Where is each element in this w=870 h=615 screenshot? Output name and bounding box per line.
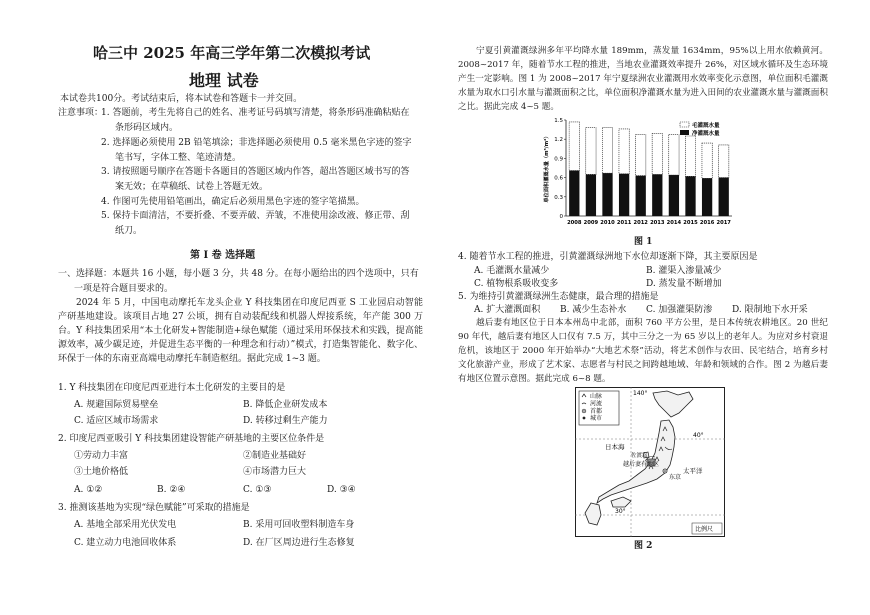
japan-location-map (575, 387, 725, 537)
x-tick-label: 2013 (650, 220, 665, 226)
x-tick-label: 2012 (633, 220, 648, 226)
irrigation-bar-chart (540, 112, 740, 237)
q4-option-b[interactable]: B. 灌渠入渗量减少 (646, 266, 722, 276)
note-line: 3. 请按照题号顺序在答题卡各题目的答题区域内作答，超出答题区域书写的答 (101, 167, 410, 177)
notes-label: 注意事项： (58, 108, 104, 118)
legend-gross-swatch (680, 122, 689, 127)
bar-gross (636, 135, 646, 176)
q2-option-a[interactable]: A. ①② (74, 485, 103, 495)
q5-option-c[interactable]: C. 加强灌渠防渗 (646, 305, 713, 315)
q2-item: ①劳动力丰富 (74, 451, 129, 461)
q1-option-b[interactable]: B. 降低企业研发成本 (243, 400, 328, 410)
q2-item: ④市场潜力巨大 (243, 467, 307, 477)
bar-net (602, 173, 612, 216)
x-tick-label: 2017 (716, 220, 731, 226)
legend-net-label: 净灌溉水量 (692, 130, 720, 137)
question-5-stem: 5. 为维持引黄灌溉绿洲生态健康，最合理的措施是 (458, 292, 659, 302)
exam-subtitle: 地理 试卷 (189, 71, 259, 90)
bar-gross (652, 133, 662, 174)
bar-net (702, 178, 712, 216)
note-line: 2. 选择题必须使用 2B 铅笔填涂；非选择题必须使用 0.5 毫米黑色字迹的签字 (101, 138, 412, 148)
bar-gross (702, 143, 712, 178)
y-tick-label: 1.5 (554, 118, 563, 124)
y-tick-label: 0.9 (554, 156, 563, 163)
x-tick-label: 2009 (583, 220, 599, 226)
q3-option-a[interactable]: A. 基地全部采用光伏发电 (74, 520, 177, 530)
sado-label: 佐渡岛 (631, 453, 648, 459)
note-line: 条形码区域内。 (115, 123, 179, 133)
legend-capital: 首都 (590, 408, 603, 415)
bar-net (669, 175, 679, 216)
x-tick-label: 2010 (600, 220, 615, 226)
x-tick-label: 2008 (567, 220, 582, 226)
section-instruction: 一项是符合题目要求的。 (74, 284, 174, 294)
bar-net (652, 174, 662, 216)
q3-option-d[interactable]: D. 在厂区周边进行生态修复 (243, 538, 355, 548)
q5-option-a[interactable]: A. 扩大灌溉面积 (474, 305, 541, 315)
bar-net (569, 171, 579, 216)
q2-option-b[interactable]: B. ②④ (157, 485, 186, 495)
note-line: 笔书写，字体工整、笔迹清楚。 (115, 153, 242, 163)
bar-gross (569, 122, 579, 171)
bar-gross (685, 136, 695, 176)
passage-y-group: 2024 年 5 月，中国电动摩托车龙头企业 Y 科技集团在印度尼西亚 S 工业园启动智能产研基地建设。该项目占地 27 公顷，拥有自动装配线和机器人焊接系统，年产能 300 万台。Y 科技集团采用“本土化研发+智能制造+绿色赋能（通过采用环保技术和实践，提高能源效率，减少碳足迹，并促进生态平衡的一种理念和行动）”模式，打造集智能化、数字化、环保于一体的东南亚高端电动摩托车制造枢纽。据此完成 1~3 题。 (58, 298, 423, 364)
y-tick-label: 0.3 (554, 194, 563, 201)
question-2-stem: 2. 印度尼西亚吸引 Y 科技集团建设智能产研基地的主要区位条件是 (58, 434, 325, 444)
q2-item: ③土地价格低 (74, 467, 129, 477)
figure-1-caption: 图 1 (634, 237, 653, 247)
note-line: 纸刀。 (115, 226, 143, 236)
question-4-stem: 4. 随着节水工程的推进，引黄灌溉绿洲地下水位却逐渐下降，其主要原因是 (458, 252, 758, 262)
note-line: 1. 答题前，考生先将自己的姓名、准考证号码填写清楚，将条形码准确粘贴在 (101, 108, 410, 118)
bar-net (719, 178, 729, 216)
q1-option-d[interactable]: D. 转移过剩生产能力 (243, 416, 328, 426)
note-line: 案无效；在草稿纸、试卷上答题无效。 (115, 182, 269, 192)
q4-option-c[interactable]: C. 植物根系吸收变多 (474, 279, 559, 289)
sea-of-japan-label: 日本海 (605, 443, 625, 451)
tokyo-label: 东京 (669, 474, 682, 481)
region-label: 越后妻有地区 (623, 461, 660, 468)
scale-label: 比例尺 (695, 526, 714, 533)
bar-net (636, 176, 646, 216)
section-instruction: 一、选择题：本题共 16 小题，每小题 3 分，共 48 分。在每小题给出的四个选项中，只有 (58, 269, 419, 279)
q2-option-c[interactable]: C. ①③ (243, 485, 272, 495)
q5-option-d[interactable]: D. 限制地下水开采 (732, 305, 808, 315)
legend-mountain: 山脉 (590, 393, 603, 400)
q4-option-a[interactable]: A. 毛灌溉水量减少 (474, 266, 550, 276)
bar-gross (669, 135, 679, 175)
bar-net (619, 174, 629, 216)
question-3-stem: 3. 推测该基地为实现“绿色赋能”可采取的措施是 (58, 503, 250, 513)
legend-gross-label: 毛灌溉水量 (692, 122, 720, 129)
pacific-label: 太平洋 (683, 467, 703, 475)
figure-2-caption: 图 2 (634, 541, 653, 551)
legend-net-swatch (680, 130, 689, 135)
q1-option-c[interactable]: C. 适应区域市场需求 (74, 416, 159, 426)
q2-option-d[interactable]: D. ③④ (327, 485, 356, 495)
q4-option-d[interactable]: D. 蒸发量不断增加 (646, 279, 722, 289)
x-tick-label: 2016 (699, 220, 715, 226)
q5-option-b[interactable]: B. 减少生态补水 (560, 305, 627, 315)
bar-gross (619, 129, 629, 174)
y-tick-label: 0 (559, 214, 563, 220)
bar-gross (586, 128, 596, 175)
legend-city: 城市 (590, 415, 603, 422)
bar-gross (719, 145, 729, 178)
lat-30-label: 30° (615, 508, 626, 515)
x-tick-label: 2015 (683, 220, 698, 226)
note-line: 5. 保持卡面清洁，不要折叠、不要弄破、弄皱，不准使用涂改液、修正带、刮 (101, 211, 410, 221)
passage-ningxia: 宁夏引黄灌溉绿洲多年平均降水量 189mm，蒸发量 1634mm，95%以上用水依赖黄河。2008~2017 年，随着节水工程的推进，当地农业灌溉效率提升 26%，对区域水循环及生态环境产生一定影响。图 1 为 2008~2017 年宁夏绿洲农业灌溉用水效率变化示意图，单位面积毛灌溉水量为取水口引水量与灌溉面积之比，单位面积净灌溉水量为进入田间的农业灌溉水量与灌溉面积之比。据此完成 4~5 题。 (458, 46, 828, 112)
q3-option-c[interactable]: C. 建立动力电池回收体系 (74, 538, 177, 548)
x-tick-label: 2014 (666, 220, 682, 226)
score-note: 本试卷共100分。考试结束后，将本试卷和答题卡一并交回。 (60, 94, 303, 104)
bar-net (685, 176, 695, 216)
q3-option-b[interactable]: B. 采用可回收塑料制造车身 (243, 520, 355, 530)
legend-river: 河流 (590, 400, 603, 408)
lat-40-label: 40° (693, 432, 704, 439)
question-1-stem: 1. Y 科技集团在印度尼西亚进行本土化研发的主要目的是 (58, 383, 286, 393)
y-tick-label: 0.6 (554, 175, 563, 182)
y-tick-label: 1.2 (554, 137, 563, 144)
section-title: 第 I 卷 选择题 (190, 250, 256, 261)
y-axis-label: 单位面积灌溉水量（m³/m²） (544, 133, 550, 203)
note-line: 4. 作图可先使用铅笔画出，确定后必须用黑色字迹的签字笔描黑。 (101, 197, 365, 207)
q1-option-a[interactable]: A. 规避国际贸易壁垒 (74, 400, 159, 410)
passage-echigo-tsumari: 越后妻有地区位于日本本州岛中北部，面积 760 平方公里，是日本传统农耕地区。20 世纪 90 年代，越后妻有地区人口仅有 7.5 万，其中三分之一为 65 岁以上的老年人。为应对乡村衰退危机，该地区于 2000 年开始举办“大地艺术祭”活动，将艺术创作与农田、民宅结合，培育乡村文化旅游产业，形成了艺术家、志愿者与村民之间跨越地域、年龄和领域的合作。图 2 为越后妻有地区位置示意图。据此完成 6~8 题。 (458, 318, 828, 384)
exam-title: 哈三中 2025 年高三学年第二次模拟考试 (93, 44, 371, 62)
city-legend-icon (583, 417, 586, 420)
bar-gross (602, 128, 612, 173)
q2-item: ②制造业基础好 (243, 451, 307, 461)
bar-net (586, 174, 596, 216)
x-tick-label: 2011 (616, 220, 632, 226)
lon-140-label: 140° (633, 390, 648, 397)
